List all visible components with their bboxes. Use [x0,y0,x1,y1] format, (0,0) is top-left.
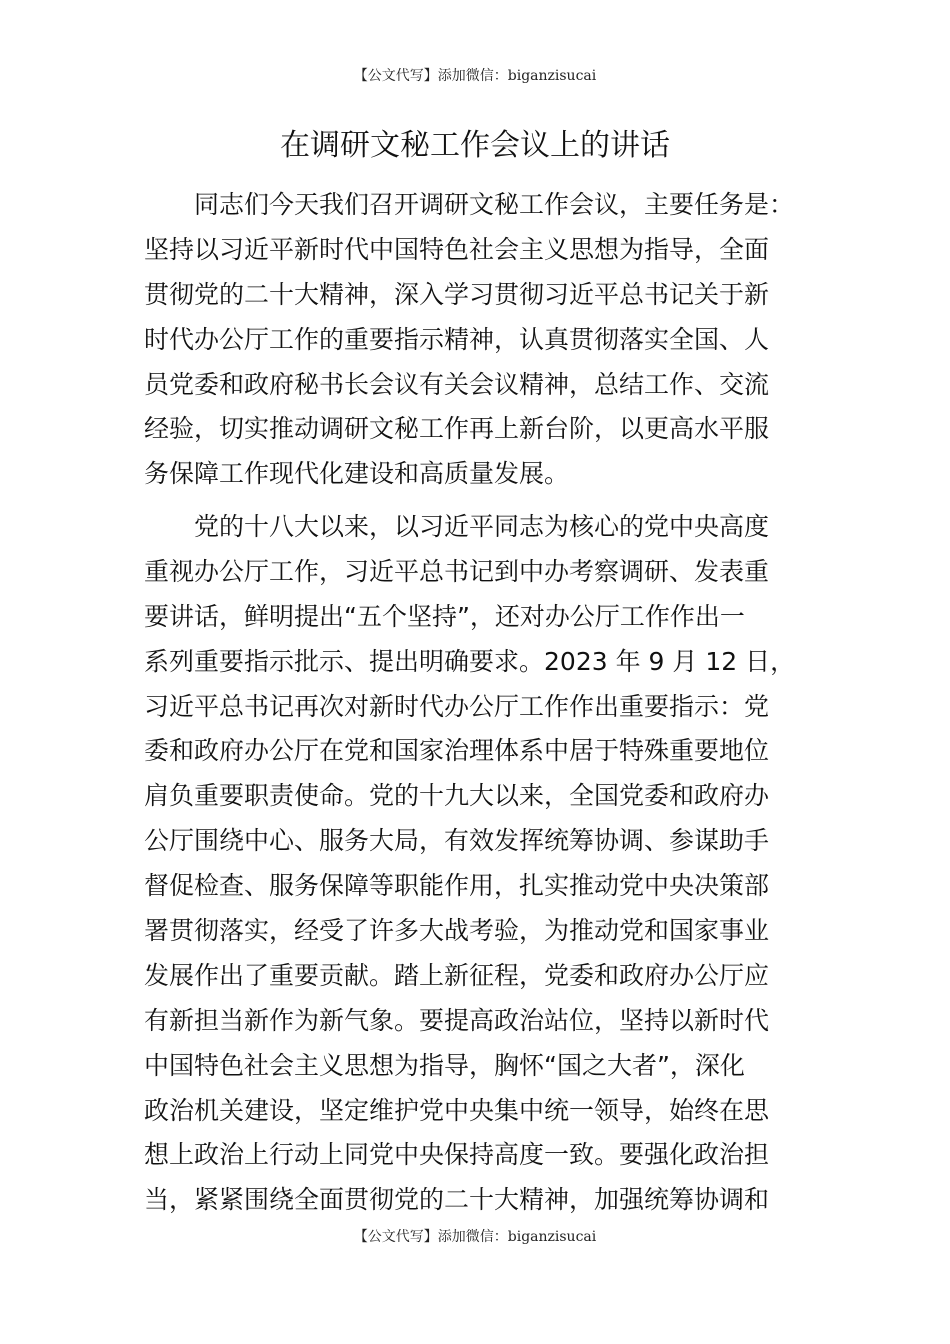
page-footer: 【公文代写】添加微信：biganzisucai [353,1229,597,1245]
paragraph-line: 公厅围绕中心、服务大局，有效发挥统筹协调、参谋助手 [144,826,770,856]
paragraph-line: 督促检查、服务保障等职能作用，扎实推动党中央决策部 [144,871,770,901]
paragraph-line: 中国特色社会主义思想为指导，胸怀“国之大者”，深化 [144,1050,745,1080]
paragraph-line: 想上政治上行动上同党中央保持高度一致。要强化政治担 [144,1140,770,1170]
paragraph-line: 有新担当新作为新气象。要提高政治站位，坚持以新时代 [144,1005,770,1035]
paragraph-line: 时代办公厅工作的重要指示精神，认真贯彻落实全国、人 [144,324,770,354]
paragraph-line: 坚持以习近平新时代中国特色社会主义思想为指导，全面 [144,234,770,264]
paragraph-line: 贯彻党的二十大精神，深入学习贯彻习近平总书记关于新 [144,279,770,309]
paragraph-line: 政治机关建设，坚定维护党中央集中统一领导，始终在思 [144,1095,770,1125]
paragraph-line: 经验，切实推动调研文秘工作再上新台阶，以更高水平服 [144,414,770,444]
paragraph-line: 系列重要指示批示、提出明确要求。2023 年 9 月 12 日， [144,646,796,676]
paragraph-line: 重视办公厅工作，习近平总书记到中办考察调研、发表重 [144,556,770,586]
paragraph-line: 署贯彻落实，经受了许多大战考验，为推动党和国家事业 [144,916,770,946]
paragraph-line: 务保障工作现代化建设和高质量发展。 [144,459,570,489]
paragraph-line: 习近平总书记再次对新时代办公厅工作作出重要指示：党 [144,691,770,721]
paragraph-line: 同志们今天我们召开调研文秘工作会议，主要任务是： [144,190,795,219]
paragraph-line: 员党委和政府秘书长会议有关会议精神，总结工作、交流 [144,369,770,399]
paragraph-line: 党的十八大以来，以习近平同志为核心的党中央高度 [144,512,770,541]
paragraph-1 [144,183,834,497]
paragraph-line: 要讲话，鲜明提出“五个坚持”，还对办公厅工作作出一 [144,601,745,631]
paragraph-2 [144,505,834,1223]
paragraph-line: 当，紧紧围绕全面贯彻党的二十大精神，加强统筹协调和 [144,1185,770,1215]
page-header: 【公文代写】添加微信：biganzisucai [353,68,597,84]
paragraph-line: 委和政府办公厅在党和国家治理体系中居于特殊重要地位 [144,736,770,766]
paragraph-line: 肩负重要职责使命。党的十九大以来，全国党委和政府办 [144,781,770,811]
document-title: 在调研文秘工作会议上的讲话 [280,128,670,163]
paragraph-line: 发展作出了重要贡献。踏上新征程，党委和政府办公厅应 [144,960,770,990]
